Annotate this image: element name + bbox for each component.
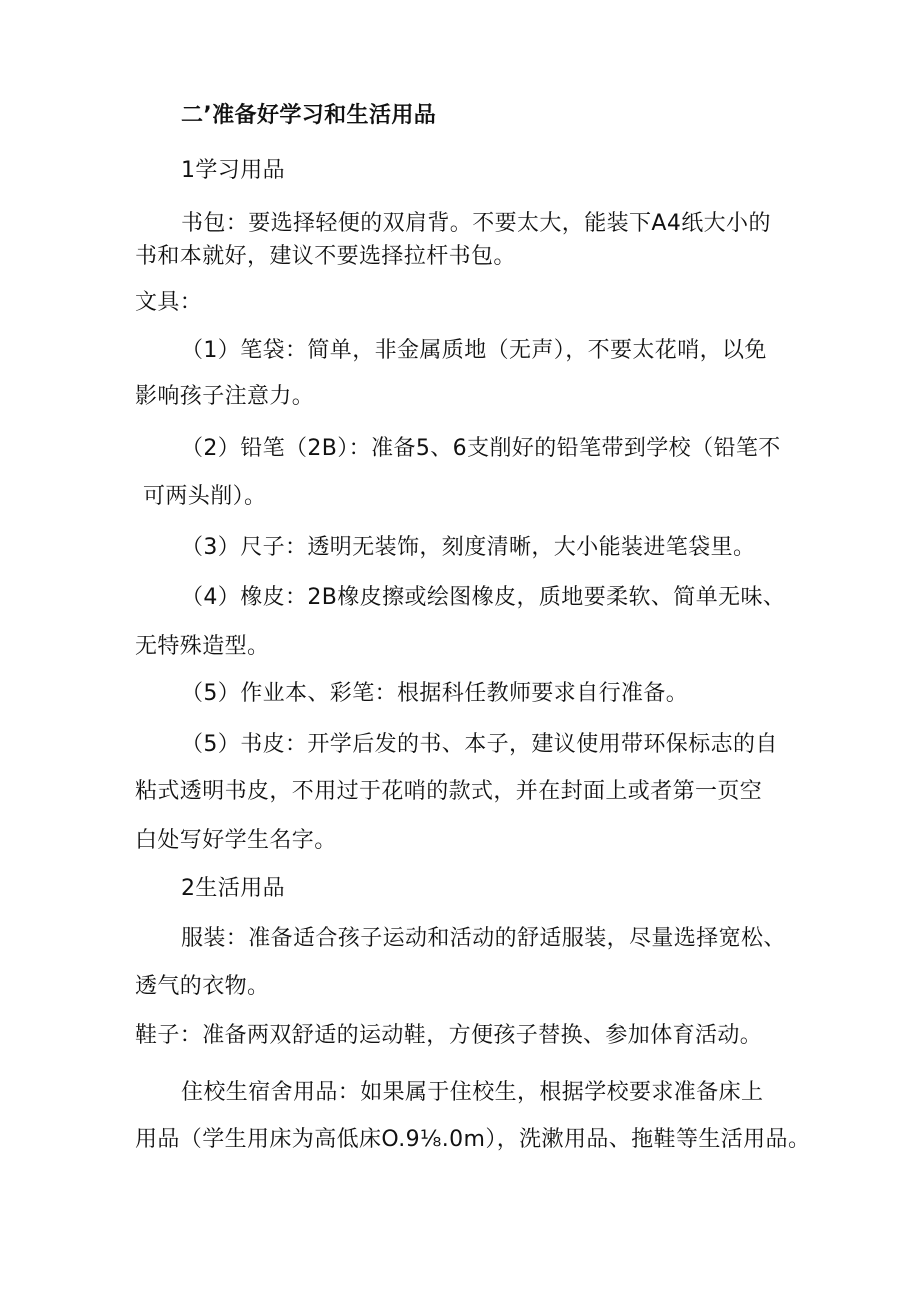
book-cover-line-1: （5）书皮：开学后发的书、本子，建议使用带环保标志的自: [181, 732, 778, 757]
study-supplies-title: 1学习用品: [181, 158, 285, 183]
schoolbag-text-line-2: 书和本就好，建议不要选择拉杆书包。: [135, 244, 516, 269]
clothing-line-2: 透气的衣物。: [135, 974, 270, 999]
eraser-line-1: （4）橡皮：2B橡皮擦或绘图橡皮，质地要柔软、简单无味、: [181, 585, 786, 610]
dorm-supplies-line-1: 住校生宿舍用品：如果属于住校生，根据学校要求准备床上: [181, 1080, 764, 1105]
ruler-line: （3）尺子：透明无装饰，刻度清晰，大小能装进笔袋里。: [181, 535, 756, 560]
pencil-line-2: 可两头削）。: [143, 484, 267, 509]
pencil-line-1: （2）铅笔（2B）：准备5、6支削好的铅笔带到学校（铅笔不: [181, 436, 781, 461]
section-heading: 二’准备好学习和生活用品: [181, 103, 437, 128]
pencil-case-line-1: （1）笔袋：简单，非金属质地（无声），不要太花哨，以免: [181, 338, 767, 363]
shoes-line: 鞋子：准备两双舒适的运动鞋，方便孩子替换、参加体育活动。: [135, 1023, 763, 1048]
book-cover-line-3: 白处写好学生名字。: [135, 828, 337, 853]
eraser-line-2: 无特殊造型。: [135, 634, 270, 659]
pencil-case-line-2: 影响孩子注意力。: [135, 384, 315, 409]
dorm-supplies-line-2: 用品（学生用床为高低床O.9⅛.0m），洗漱用品、拖鞋等生活用品。: [135, 1127, 811, 1152]
stationery-label: 文具：: [135, 290, 203, 315]
book-cover-line-2: 粘式透明书皮，不用过于花哨的款式，并在封面上或者第一页空: [135, 779, 763, 804]
clothing-line-1: 服装：准备适合孩子运动和活动的舒适服装，尽量选择宽松、: [181, 926, 786, 951]
daily-supplies-title: 2生活用品: [181, 876, 285, 901]
homework-line: （5）作业本、彩笔：根据科任教师要求自行准备。: [181, 681, 689, 706]
schoolbag-text-line-1: 书包：要选择轻便的双肩背。不要太大，能装下A4纸大小的: [181, 211, 771, 236]
